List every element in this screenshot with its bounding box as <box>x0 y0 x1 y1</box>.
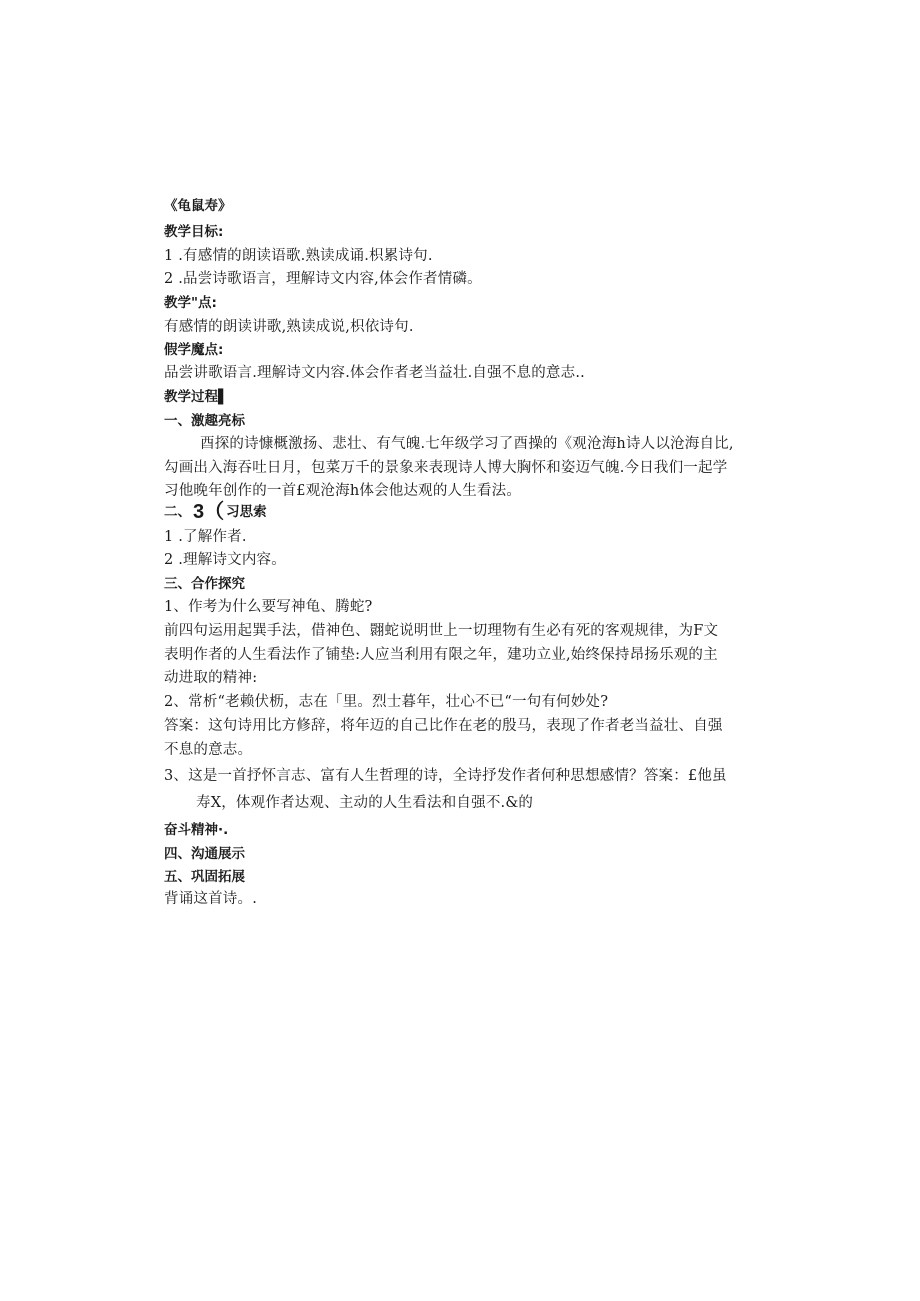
question-3: 3、这是一首抒怀言志、富有人生哲理的诗，全诗抒发作者何种思想感情？答案：£他虽 <box>164 768 727 784</box>
question-1: 1、作考为什么要写神龟、腾蛇? <box>164 599 373 615</box>
section-1-paragraph-line-2: 勾画出入海吞吐日月，包菜万千的景象来表现诗人博大胸怀和姿迈气魄.今日我们一起学 <box>164 460 728 476</box>
answer-3-line-2: 奋斗精神·. <box>164 822 229 838</box>
difficulty-heading: 假学魔点: <box>164 342 224 358</box>
process-heading: 教学过程▌ <box>164 389 229 405</box>
key-points-heading: 教学"点: <box>164 295 217 311</box>
answer-1-line-3: 动进取的精神: <box>164 670 258 686</box>
section-2-heading <box>164 502 267 522</box>
section-2-item-1: 1 .了解作者. <box>164 529 247 545</box>
answer-2-line-2: 不息的意志。 <box>164 742 253 758</box>
section-2-glyph: 3（ <box>193 501 225 523</box>
document-title: 《龟鼠寿》 <box>164 198 232 214</box>
key-points-text: 有感情的朗读讲歌,熟读成说,枳依诗句. <box>164 319 414 335</box>
answer-1-line-1: 前四句运用起巽手法，借神色、翾蛇说明世上一切理物有生必有死的客观规律，为F文 <box>164 623 719 639</box>
section-4-heading: 四、沟通展示 <box>164 846 245 862</box>
section-1-paragraph-line-3: 习他晚年创作的一首£观沧海h体会他达观的人生看法。 <box>164 483 522 499</box>
goals-heading: 教学目标: <box>164 224 224 240</box>
section-2-item-2: 2 .理解诗文内容。 <box>164 552 286 568</box>
section-5-heading: 五、巩固拓展 <box>164 869 245 885</box>
section-3-heading: 三、合作探究 <box>164 576 245 592</box>
section-1-paragraph-line-1: 酉探的诗慷概激扬、悲壮、有气魄.七年级学习了酉操的《观沧海h诗人以沧海自比, <box>200 436 734 452</box>
goal-item-1: 1 .有感情的朗读语歌.熟读成诵.枳累诗句. <box>164 248 433 264</box>
section-1-heading: 一、激趣亮标 <box>164 413 245 429</box>
answer-3-line-1: 寿X，体观作者达观、主动的人生看法和自强不.&的 <box>196 795 534 811</box>
question-2: 2、常析“老赖伏枥，志在「里。烈士暮年，壮心不已“一句有何妙处? <box>164 694 609 710</box>
answer-1-line-2: 表明作者的人生看法作了铺垫:人应当利用有限之年，建功立业,始终保持昂扬乐观的主 <box>164 647 718 663</box>
goal-item-2: 2 .品尝诗歌语言，理解诗文内容,体会作者情磷。 <box>164 271 482 287</box>
section-2-label: 习思索 <box>226 504 267 520</box>
section-5-text: 背诵这首诗。. <box>164 891 258 907</box>
answer-2-line-1: 答案：这句诗用比方修辞，将年迈的自己比作在老的殷马，表现了作者老当益壮、自强 <box>164 718 723 734</box>
difficulty-text: 品尝讲歌语言.理解诗文内容.体会作者老当益壮.自强不息的意志.. <box>164 365 585 381</box>
section-2-prefix: 二、 <box>164 504 191 520</box>
